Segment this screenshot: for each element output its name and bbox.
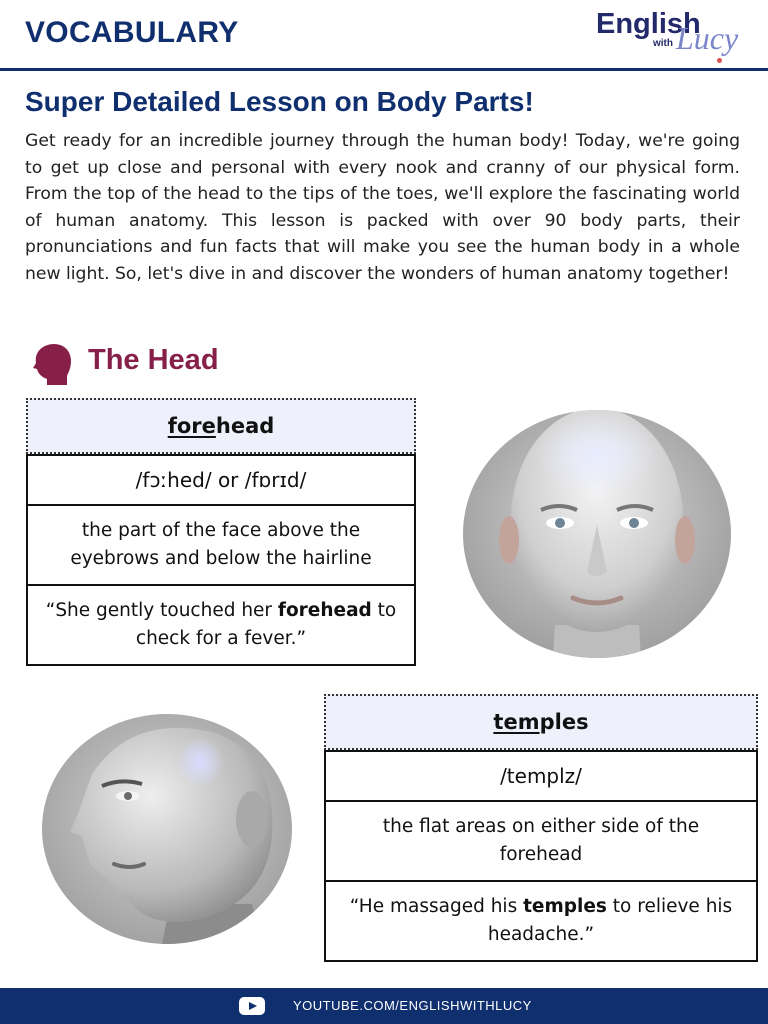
section-label: VOCABULARY bbox=[25, 16, 239, 49]
vocab-pronunciation: /fɔːhed/ or /fɒrɪd/ bbox=[26, 454, 416, 506]
vocab-word-rest: ples bbox=[539, 710, 589, 734]
section-title: The Head bbox=[88, 344, 219, 376]
brand-dot bbox=[717, 58, 722, 63]
example-keyword: temples bbox=[523, 896, 607, 917]
brand-word-lucy: Lucy bbox=[676, 20, 739, 56]
youtube-icon[interactable] bbox=[239, 997, 265, 1015]
intro-paragraph: Get ready for an incredible journey through the human body! Today, we're going to get up close and personal with every nook and cranny of our physical form. From the top of the head to the tips of the toes, we'll explore the fascinating world of human anatomy. This lesson is packed with over 90 body parts, their pronunciations and fun facts that will make you see the human body in a whole new light. So, let's dive in and discover the wonders of human anatomy together! bbox=[25, 131, 740, 284]
vocab-card-temples bbox=[324, 694, 758, 962]
vocab-word-stressed: tem bbox=[493, 710, 540, 734]
brand-word-english: English bbox=[596, 8, 701, 40]
header-divider bbox=[0, 68, 768, 71]
vocab-card-forehead bbox=[26, 398, 416, 666]
vocab-word-stressed: fore bbox=[167, 414, 216, 438]
vocab-example bbox=[26, 586, 416, 666]
vocab-word bbox=[26, 398, 416, 454]
vocab-word-rest: head bbox=[215, 414, 275, 438]
example-keyword: forehead bbox=[277, 600, 372, 621]
brand-logo bbox=[596, 8, 746, 64]
page-title: Super Detailed Lesson on Body Parts! bbox=[25, 86, 534, 117]
page-header bbox=[0, 0, 768, 70]
example-text-after: to check for a fever.” bbox=[135, 600, 397, 649]
vocab-word bbox=[324, 694, 758, 750]
footer-url-link[interactable]: YOUTUBE.COM/ENGLISHWITHLUCY bbox=[293, 998, 532, 1013]
page-footer bbox=[0, 988, 768, 1024]
head-silhouette-icon bbox=[30, 342, 74, 386]
example-text-after: to relieve his headache.” bbox=[487, 896, 733, 945]
temple-highlight-illustration bbox=[42, 714, 292, 944]
vocab-definition: the flat areas on either side of the forehead bbox=[324, 802, 758, 882]
example-text-before: “He massaged his bbox=[349, 896, 524, 917]
vocab-pronunciation: /templz/ bbox=[324, 750, 758, 802]
forehead-highlight-illustration bbox=[463, 410, 731, 658]
example-text-before: “She gently touched her bbox=[45, 600, 278, 621]
vocab-definition: the part of the face above the eyebrows and below the hairline bbox=[26, 506, 416, 586]
vocab-example bbox=[324, 882, 758, 962]
brand-word-with: with bbox=[653, 38, 673, 49]
